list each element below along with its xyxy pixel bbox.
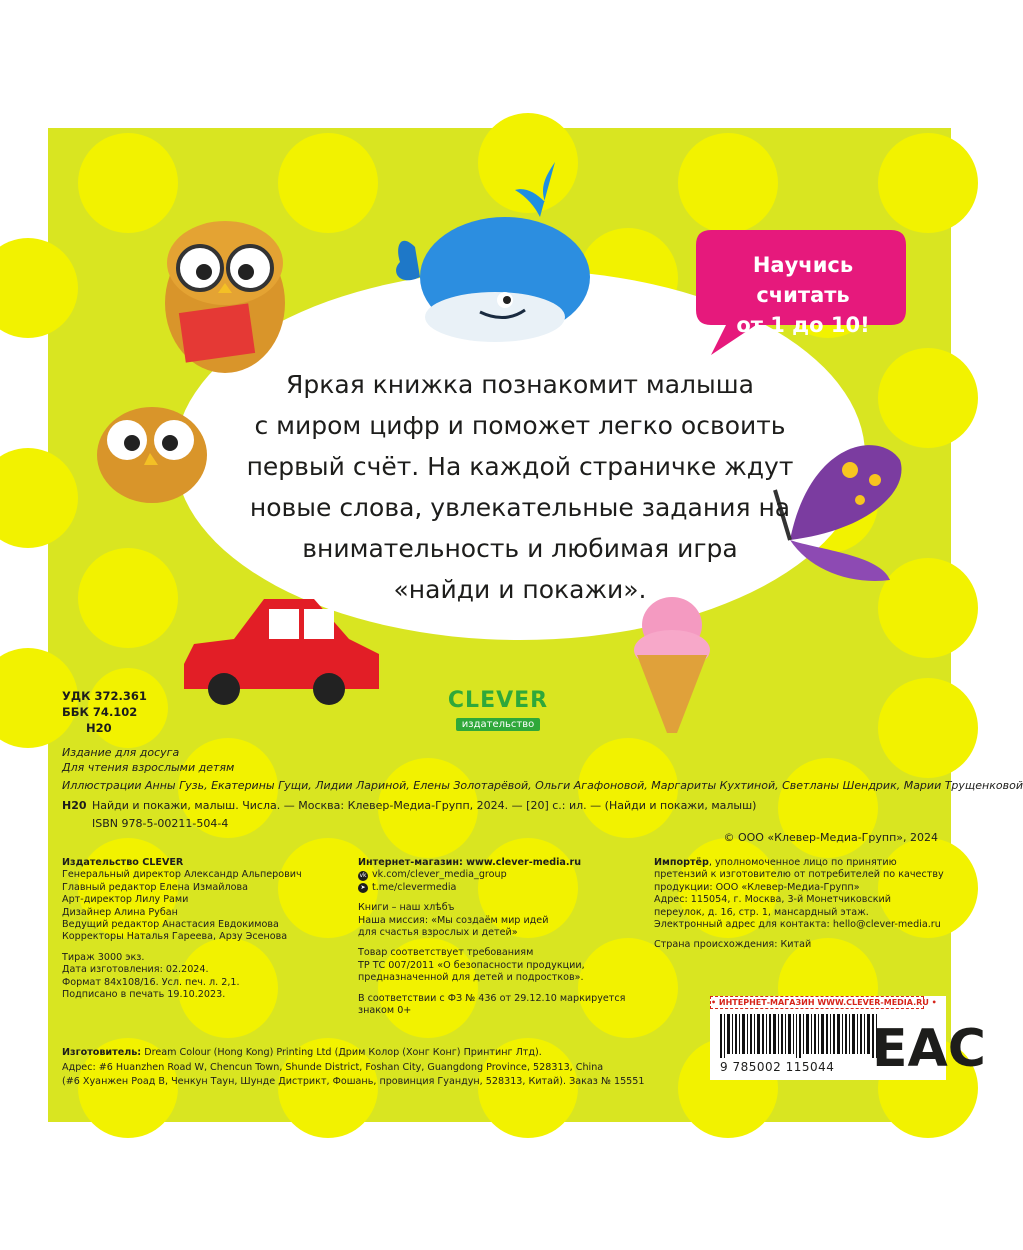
description-line: первый счёт. На каждой страничке ждут (246, 452, 794, 481)
manufacturer-line: Dream Colour (Hong Kong) Printing Ltd (Дрим Колор (Хонг Конг) Принтинг Лтд). (141, 1047, 542, 1058)
publisher-title: Издательство CLEVER (62, 857, 184, 868)
barcode-header: • ИНТЕРНЕТ-МАГАЗИН WWW.CLEVER-MEDIA.RU • (711, 998, 937, 1007)
car-illustration (184, 594, 384, 704)
importer-column (654, 857, 944, 952)
bubble-line-1: Научись считать (752, 253, 854, 307)
vk-link[interactable]: vk.com/clever_media_group (372, 869, 507, 881)
audience-note (62, 745, 234, 775)
vk-icon: vk (359, 871, 367, 879)
shop-title[interactable]: Интернет-магазин: www.clever-media.ru (358, 857, 582, 868)
clever-logo (438, 690, 558, 731)
law-line: знаком 0+ (358, 1005, 412, 1017)
importer-title: Импортёр (654, 857, 709, 868)
description-line: с миром цифр и поможет легко освоить (254, 411, 786, 440)
telegram-link[interactable]: t.me/clevermedia (372, 881, 457, 893)
standard-line: предназначенной для детей и подростков». (358, 972, 584, 984)
country-of-origin: Страна происхождения: Китай (654, 939, 812, 951)
owl-illustration (92, 395, 212, 505)
importer-line: претензий к изготовителю от потребителей по качеству (654, 869, 944, 881)
copyright: © ООО «Клевер-Медиа-Групп», 2024 (723, 831, 938, 844)
manufacturer-info (62, 1046, 662, 1090)
biblio-text: Найди и покажи, малыш. Числа. — Москва: Клевер-Медиа-Групп, 2024. — [20] с.: ил. — (Найди и покажи, малыш) (92, 799, 757, 812)
biblio-code: Н20 (62, 799, 87, 812)
publisher-column (62, 857, 342, 1001)
eac-mark (872, 1014, 986, 1079)
manufacturer-title: Изготовитель: (62, 1047, 142, 1058)
law-line: В соответствии с ФЗ № 436 от 29.12.10 маркируется (358, 992, 626, 1004)
print-line: Тираж 3000 экз. (62, 951, 145, 963)
book-description (200, 364, 840, 610)
mission-line: Наша миссия: «Мы создаём мир идей (358, 914, 549, 926)
audience-line-1: Издание для досуга (62, 746, 180, 759)
importer-email: Электронный адрес для контакта: hello@clever-media.ru (654, 919, 941, 931)
logo-word: CLEVER (447, 688, 549, 713)
bibliographic-record (62, 799, 756, 812)
slogan: Книги – наш хлѣбъ (358, 902, 455, 914)
description-line: внимательность и любимая игра (302, 534, 738, 563)
whale-illustration (395, 152, 595, 352)
importer-line: переулок, д. 16, стр. 1, мансардный этаж. (654, 906, 869, 918)
barcode-digits: 9 785002 115044 (720, 1060, 835, 1074)
staff-line: Арт-директор Лилу Рами (62, 894, 189, 906)
audience-line-2: Для чтения взрослыми детям (62, 761, 235, 774)
description-line: «найди и покажи». (393, 575, 647, 604)
telegram-icon: ➤ (358, 883, 368, 893)
illustrators-credit: Иллюстрации Анны Гузь, Екатерины Гущи, Лидии Лариной, Елены Золотарёвой, Ольги Агафоновой, Маргариты Кухтиной, Светланы Шендрик, Марии Трущенковой (62, 779, 1023, 792)
mission-line: для счастья взрослых и детей» (358, 927, 518, 939)
staff-line: Генеральный директор Александр Альперович (62, 869, 302, 881)
manufacturer-line: (#6 Хуанжен Роад В, Ченкун Таун, Шунде Дистрикт, Фошань, провинция Гуандун, 528313, Китай). Заказ № 15551 (62, 1076, 645, 1087)
eac-text: EAC (872, 1019, 986, 1079)
manufacturer-line: Адрес: #6 Huanzhen Road W, Chencun Town, Shunde District, Foshan City, Guangdong Province, 528313, China (62, 1061, 604, 1073)
owl-with-book-illustration (150, 208, 300, 378)
staff-line: Ведущий редактор Анастасия Евдокимова (62, 919, 279, 931)
description-line: новые слова, увлекательные задания на (249, 493, 791, 522)
importer-line: Адрес: 115054, г. Москва, 3-й Монетчиковский (654, 894, 891, 906)
logo-subtitle: издательство (456, 718, 540, 731)
classification-codes (62, 688, 147, 736)
print-line: Дата изготовления: 02.2024. (62, 964, 209, 976)
importer-line: продукции: ООО «Клевер-Медиа-Групп» (654, 881, 860, 893)
staff-line: Дизайнер Алина Рубан (62, 906, 178, 918)
speech-bubble-text (708, 250, 898, 340)
standard-line: Товар соответствует требованиям (358, 947, 534, 959)
importer-line: , уполномоченное лицо по принятию (708, 857, 897, 868)
udk-code: УДК 372.361 (62, 689, 147, 703)
standard-line: ТР ТС 007/2011 «О безопасности продукции, (358, 959, 585, 971)
bbk-code: ББК 74.102 (62, 705, 138, 719)
barcode-bars (720, 1014, 880, 1058)
bubble-line-2: от 1 до 10! (736, 313, 870, 337)
staff-line: Корректоры Наталья Гареева, Арзу Эсенова (62, 931, 288, 943)
print-line: Подписано в печать 19.10.2023. (62, 989, 226, 1001)
print-line: Формат 84х108/16. Усл. печ. л. 2,1. (62, 976, 240, 988)
shop-column (358, 857, 648, 1017)
author-sign: Н20 (86, 721, 112, 735)
staff-line: Главный редактор Елена Измайлова (62, 881, 249, 893)
isbn: ISBN 978-5-00211-504-4 (92, 817, 229, 830)
description-line: Яркая книжка познакомит малыша (286, 370, 754, 399)
